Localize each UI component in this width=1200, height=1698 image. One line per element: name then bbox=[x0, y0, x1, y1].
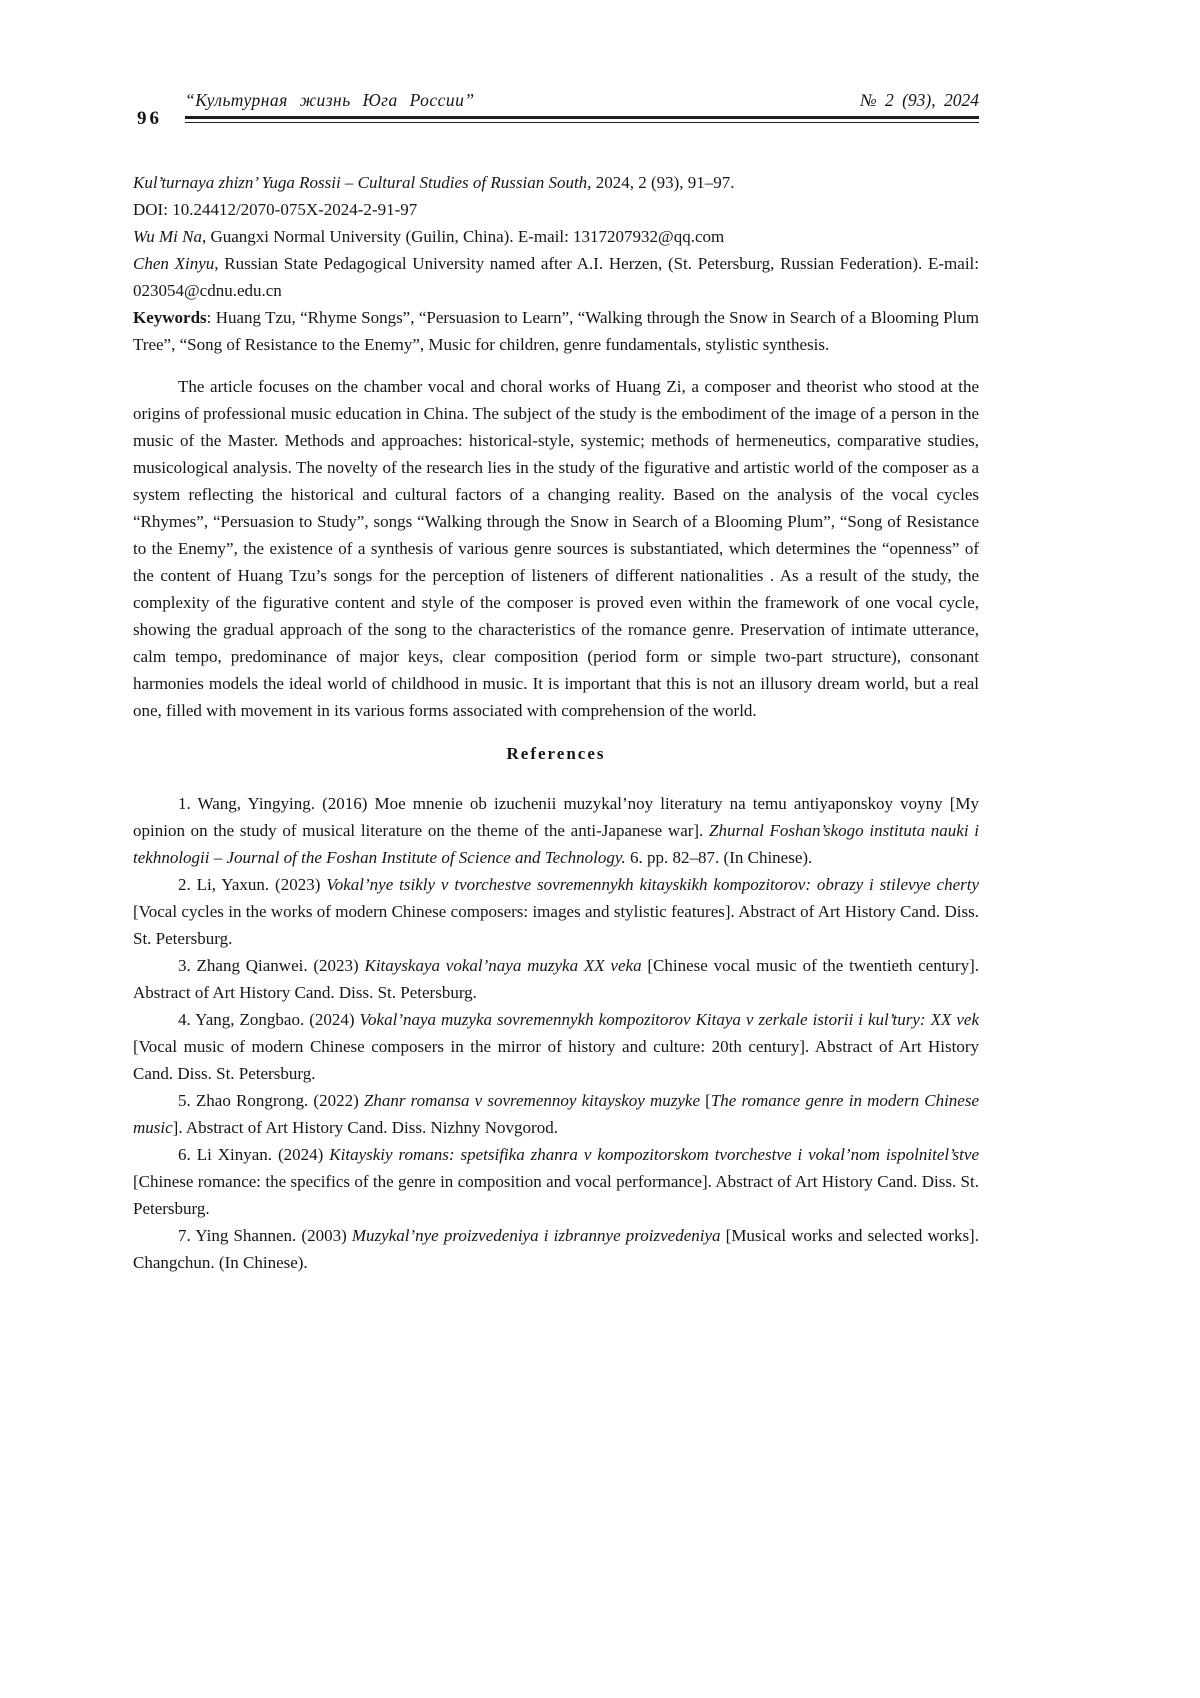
header-rule bbox=[185, 116, 979, 123]
abstract-paragraph: The article focuses on the chamber vocal and choral works of Huang Zi, a composer and theorist who stood at the origins of professional music education in China. The subject of the study is the embodiment of the image of a person in the music of the Master. Methods and approaches: historical-style, systemic; methods of hermeneutics, comparative studies, musicological analysis. The novelty of the research lies in the study of the figurative and artistic world of the composer as a system reflecting the historical and cultural factors of a changing reality. Based on the analysis of the vocal cycles “Rhymes”, “Persuasion to Study”, songs “Walking through the Snow in Search of a Blooming Plum”, “Song of Resistance to the Enemy”, the existence of a synthesis of various genre sources is substantiated, which determines the “openness” of the content of Huang Tzu’s songs for the perception of listeners of different nationalities . As a result of the study, the complexity of the figurative content and style of the composer is proved even within the framework of one vocal cycle, showing the gradual approach of the song to the characteristics of the romance genre. Preservation of intimate utterance, calm tempo, predominance of major keys, clear composition (period form or simple two-part structure), consonant harmonies models the ideal world of childhood in music. It is important that this is not an illusory dream world, but a real one, filled with movement in its various forms associated with comprehension of the world. bbox=[133, 377, 979, 720]
page-number: 96 bbox=[137, 108, 162, 129]
author-line-2: Chen Xinyu, Russian State Pedagogical University named after A.I. Herzen, (St. Petersburg, Russian Federation). E-mail: 023054@cdnu.edu.cn bbox=[133, 254, 979, 300]
running-journal-title: “Культурная жизнь Юга России” bbox=[185, 90, 475, 110]
reference-item: 4. Yang, Zongbao. (2024) Vokal’naya muzyka sovremennykh kompozitorov Kitaya v zerkale istorii i kul’tury: XX vek [Vocal music of modern Chinese composers in the mirror of history and culture: 20th century]. Abstract of Art History Cand. Diss. St. Petersburg. bbox=[133, 1010, 979, 1083]
reference-item: 3. Zhang Qianwei. (2023) Kitayskaya vokal’naya muzyka XX veka [Chinese vocal music of the twentieth century]. Abstract of Art History Cand. Diss. St. Petersburg. bbox=[133, 956, 979, 1002]
doi-line: DOI: 10.24412/2070-075X-2024-2-91-97 bbox=[133, 200, 418, 219]
reference-item: 7. Ying Shannen. (2003) Muzykal’nye proizvedeniya i izbrannye proizvedeniya [Musical works and selected works]. Changchun. (In Chinese). bbox=[133, 1226, 979, 1272]
running-head bbox=[185, 90, 979, 116]
page-header bbox=[133, 90, 979, 129]
page-content bbox=[133, 90, 979, 1276]
reference-item: 1. Wang, Yingying. (2016) Moe mnenie ob izuchenii muzykal’noy literatury na temu antiyaponskoy voyny [My opinion on the study of musical literature on the theme of the anti-Japanese war]. Zhurnal Foshan’skogo instituta nauki i tekhnologii – Journal of the Foshan Institute of Science and Technology. 6. pp. 82–87. (In Chinese). bbox=[133, 794, 980, 867]
reference-item: 6. Li Xinyan. (2024) Kitayskiy romans: spetsifika zhanra v kompozitorskom tvorchestve i vokal’nom ispolnitel’stve [Chinese romance: the specifics of the genre in composition and vocal performance]. Abstract of Art History Cand. Diss. St. Petersburg. bbox=[133, 1145, 979, 1218]
author-line-1: Wu Mi Na, Guangxi Normal University (Guilin, China). E-mail: 1317207932@qq.com bbox=[133, 227, 725, 246]
article-meta-block bbox=[133, 169, 979, 358]
references-heading: References bbox=[506, 744, 606, 763]
citation-line: Kul’turnaya zhizn’ Yuga Rossii – Cultural Studies of Russian South, 2024, 2 (93), 91–97. bbox=[133, 173, 735, 192]
running-issue-info: № 2 (93), 2024 bbox=[860, 90, 979, 110]
keywords-line: Keywords: Huang Tzu, “Rhyme Songs”, “Persuasion to Learn”, “Walking through the Snow in Search of a Blooming Plum Tree”, “Song of Resistance to the Enemy”, Music for children, genre fundamentals, stylistic synthesis. bbox=[133, 308, 979, 354]
reference-item: 2. Li, Yaxun. (2023) Vokal’nye tsikly v tvorchestve sovremennykh kitayskikh kompozitorov: obrazy i stilevye cherty [Vocal cycles in the works of modern Chinese composers: images and stylistic features]. Abstract of Art History Cand. Diss. St. Petersburg. bbox=[133, 875, 979, 948]
references-list bbox=[133, 790, 979, 1276]
reference-item: 5. Zhao Rongrong. (2022) Zhanr romansa v sovremennoy kitayskoy muzyke [The romance genre in modern Chinese music]. Abstract of Art History Cand. Diss. Nizhny Novgorod. bbox=[133, 1091, 979, 1137]
